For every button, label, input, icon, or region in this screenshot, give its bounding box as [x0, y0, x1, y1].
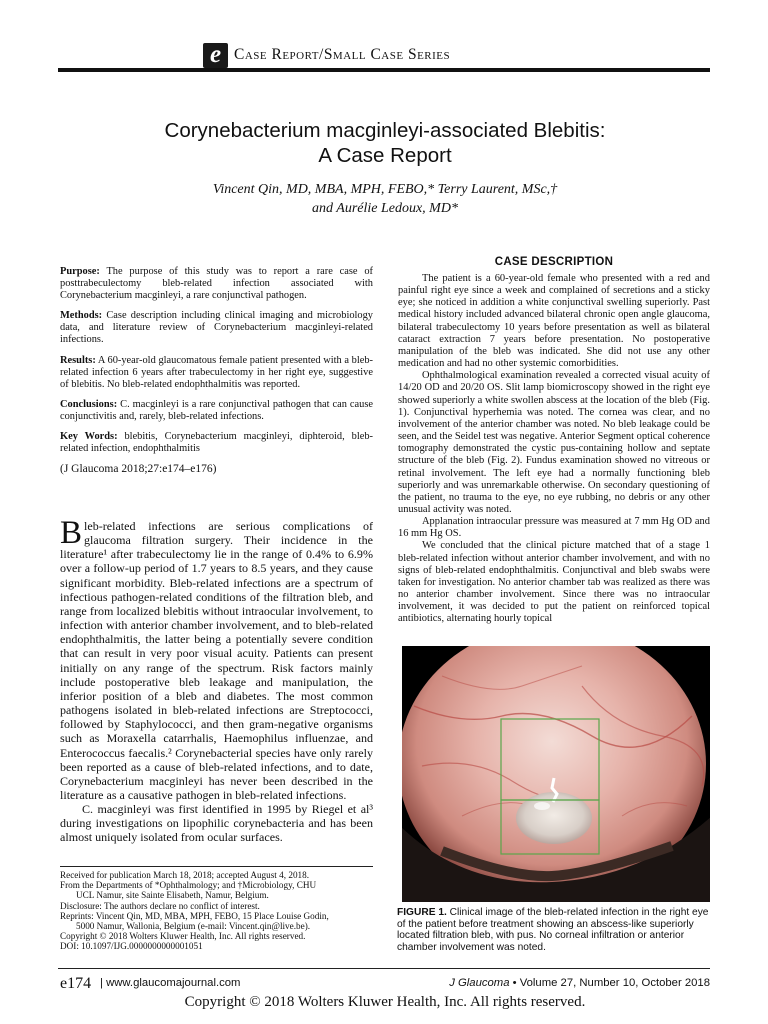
eye-photo: [402, 646, 710, 902]
conclusions-label: Conclusions:: [60, 398, 118, 410]
author-list: [60, 180, 710, 218]
title-line-1: Corynebacterium macginleyi-associated Blebitis:: [164, 119, 606, 142]
drop-cap: B: [60, 515, 83, 551]
methods-label: Methods:: [60, 310, 103, 322]
authors-line-1: Vincent Qin, MD, MBA, MPH, FEBO,* Terry Laurent, MSc,†: [212, 182, 558, 197]
title-line-2: A Case Report: [318, 144, 452, 167]
intro-paragraph-1: [60, 515, 373, 802]
abstract-results: [60, 355, 373, 391]
section-label: Case Report/Small Case Series: [234, 46, 451, 63]
case-description: [398, 273, 710, 626]
figure-1-image: [402, 646, 710, 902]
intro-text-1: leb-related infections are serious complications of glaucoma filtration surgery. Their incidence in the literature¹ after trabeculectomy lie in the range of 0.4% to 6.9% over a follow-up period of 1.7 years to 8.5 years, and they cause significant morbidity. Bleb-related infections are a spectrum of infectious pathogen-related conditions of the filtration bleb, and range from localized blebitis without intraocular involvement, to infection with anterior chamber involvement, and to bleb-related endophthalmitis, the latter being a potentially severe condition that can result in very poor visual acuity. Patients can present initially on any range of the spectrum. Risk factors mainly include postoperative bleb leakage and manipulation, the inferior position of a bleb and diabetes. The most common pathogens isolated in bleb-related infections are Streptococci, followed by Staphylococci, and then gram-negative organisms such as Moraxella catarrhalis, Haemophilus influenzae, and Enterococcus faecalis.² Corynebacterial species have only rarely been reported as a cause of bleb-related infections, and to date, Corynebacterium macginleyi has never been described in the literature as a causative pathogen in bleb-related infections.: [60, 519, 373, 802]
footnote-affiliation: From the Departments of *Ophthalmology; and †Microbiology, CHU: [60, 880, 317, 891]
keywords-text: blebitis, Corynebacterium macginleyi, diphteroid, bleb-related infection, endophthalmitis: [60, 431, 373, 455]
article-title: [60, 118, 710, 168]
conclusions-text: C. macginleyi is a rare conjunctival pathogen that can cause conjunctivitis and, rarely, bleb-related infections.: [60, 398, 373, 422]
results-text: A 60-year-old glaucomatous female patient presented with a bleb-related infection 6 years after trabeculectomy in her right eye, suggestive of blebitis. No bleb-related endophthalmitis was reported.: [60, 354, 373, 390]
keywords-label: Key Words:: [60, 431, 118, 443]
journal-info: [400, 977, 710, 989]
journal-name: J Glaucoma: [449, 977, 510, 989]
abstract-methods: [60, 310, 373, 346]
section-heading: CASE DESCRIPTION: [494, 256, 614, 268]
results-label: Results:: [60, 354, 96, 366]
abstract: [60, 266, 373, 475]
purpose-label: Purpose:: [60, 266, 100, 277]
citation: (J Glaucoma 2018;27:e174–e176): [60, 463, 217, 476]
abstract-keywords: [60, 431, 373, 455]
page-number: e174: [60, 975, 92, 992]
footnote-rule: [60, 866, 373, 867]
case-paragraph-3: Applanation intraocular pressure was measured at 7 mm Hg OD and 16 mm Hg OS.: [398, 516, 710, 540]
footnote-affiliation-cont: UCL Namur, site Sainte Elisabeth, Namur, Belgium.: [76, 890, 269, 901]
purpose-text: The purpose of this study was to report a rare case of posttrabeculectomy bleb-related infection associated with Corynebacterium macginleyi, a rare conjunctival pathogen.: [60, 266, 373, 302]
journal-website-link[interactable]: | www.glaucomajournal.com: [100, 977, 241, 989]
case-paragraph-1: The patient is a 60-year-old female who presented with a red and painful right eye since a week and complained of secretions and a sticky eye; she noticed in addition a white conjunctival swelling superiorly. Past medical history included advanced bilateral chronic open angle glaucoma, bilateral trabeculectomy 10 years before presentation as well as bilateral cataract extraction 7 years before presentation. No postoperative manipulation of the bleb was indicated. She did not use any other medication and had no other systemic comorbidities.: [398, 273, 710, 370]
footnote-disclosure: Disclosure: The authors declare no conflict of interest.: [60, 900, 260, 911]
methods-text: Case description including clinical imaging and microbiology data, and literature review of Corynebacterium macginleyi-related infections.: [60, 310, 373, 346]
abstract-purpose: [60, 266, 373, 302]
journal-logo: e: [203, 43, 228, 68]
authors-line-2: and Aurélie Ledoux, MD*: [312, 201, 458, 216]
footnotes: [60, 870, 373, 952]
figure-caption-text: Clinical image of the bleb-related infection in the right eye of the patient before treatment showing an abscess-like superiorly located filtration bleb, with pus. No corneal infiltration or anterior chamber involvement was noted.: [397, 907, 709, 953]
figure-label: FIGURE 1.: [397, 907, 447, 918]
case-paragraph-2: Ophthalmological examination revealed a corrected visual acuity of 14/20 OD and 20/20 OS. Slit lamp biomicroscopy showed in the right eye showed superiorly a white swollen abscess at the location of the bleb (Fig. 1). Conjunctival hyperhemia was noted. The cornea was clear, and no involvement of the anterior chamber was noted. No bleb leakage could be seen, and the Seidel test was negative. Anterior Segment optical coherence tomography demonstrated the cystic pus-containing hollow and septate structure of the bleb (Fig. 2). Fundus examination showed no vitreous or retinal involvement. The left eye had a normally functioning bleb superiorly and was unremarkable otherwise. On secondary questioning of the patient, no trauma to the eye, no eye rubbing, no debris or any other unusual activity was noted.: [398, 370, 710, 515]
copyright-notice: Copyright © 2018 Wolters Kluwer Health, Inc. All rights reserved.: [184, 994, 586, 1010]
footnote-copyright: Copyright © 2018 Wolters Kluwer Health, Inc. All rights reserved.: [60, 931, 306, 942]
figure-caption: [397, 907, 710, 953]
footer-rule: [58, 968, 710, 969]
footnote-doi: DOI: 10.1097/IJG.0000000000001051: [60, 941, 203, 952]
abstract-conclusions: [60, 399, 373, 423]
introduction: [60, 515, 373, 845]
footnote-received: Received for publication March 18, 2018; accepted August 4, 2018.: [60, 870, 310, 880]
header-rule: [58, 68, 710, 72]
case-paragraph-4: We concluded that the clinical picture matched that of a stage 1 bleb-related infection without anterior chamber involvement, and with no signs of bleb-related endophthalmitis. Conjunctival and bleb swabs were taken for investigation. No anterior chamber tab was realized as there was no anterior chamber involvement. Since there was no intraocular involvement, it was decided to put the patient on reinforced topical antibiotics, alternating hourly topical: [398, 540, 710, 625]
footnote-reprints-cont: 5000 Namur, Wallonia, Belgium (e-mail: Vincent.qin@live.be).: [76, 921, 311, 932]
intro-paragraph-2: C. macginleyi was first identified in 1995 by Riegel et al³ during investigations on lipophilic corynebacteria and has been almost uniquely isolated from ocular surfaces.: [60, 802, 373, 845]
footnote-reprints: Reprints: Vincent Qin, MD, MBA, MPH, FEBO, 15 Place Louise Godin,: [60, 910, 329, 921]
journal-volume: • Volume 27, Number 10, October 2018: [509, 977, 710, 989]
